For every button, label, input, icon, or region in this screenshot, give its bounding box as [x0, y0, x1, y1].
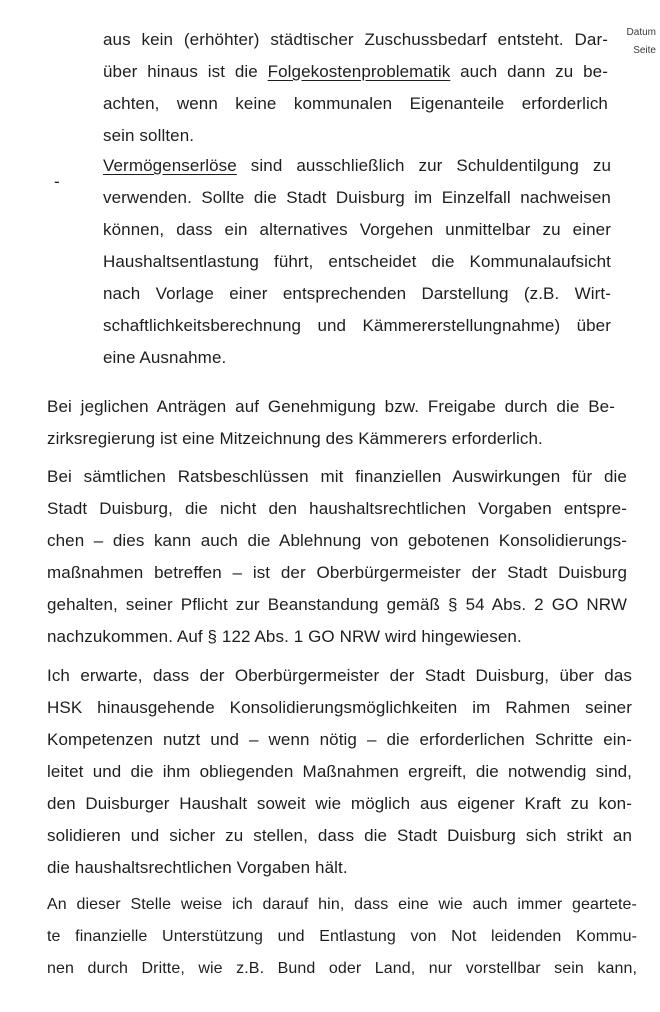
text-line: leitet und die ihm obliegenden Maßnahmen ergreift, die notwendig sind, — [47, 762, 632, 781]
text-line: nachzukommen. Auf § 122 Abs. 1 GO NRW wird hingewiesen. — [47, 627, 522, 646]
text-line — [103, 56, 608, 88]
text-line: te finanzielle Unterstützung und Entlastung von Not leidenden Kommu- — [47, 928, 637, 945]
text-line: Ich erwarte, dass der Oberbürgermeister der Stadt Duisburg, über das — [47, 666, 632, 685]
text-line: chen – dies kann auch die Ablehnung von gebotenen Konsolidierungs- — [47, 531, 627, 550]
text-line: schaftlichkeitsberechnung und Kämmererstellungnahme) über — [103, 316, 611, 335]
text-line — [103, 150, 611, 182]
text-line: nach Vorlage einer entsprechenden Darstellung (z.B. Wirt- — [103, 284, 611, 303]
text-line: eine Ausnahme. — [103, 348, 227, 367]
text-line: zirksregierung ist eine Mitzeichnung des Kämmerers erforderlich. — [47, 429, 543, 448]
text-line: Bei jeglichen Anträgen auf Genehmigung bzw. Freigabe durch die Be- — [47, 397, 615, 416]
paragraph-erwartung — [47, 660, 632, 884]
text-line: aus kein (erhöhter) städtischer Zuschussbedarf entsteht. Dar- — [103, 30, 608, 49]
text-segment: auch dann zu be- — [450, 62, 608, 81]
paragraph-folgekosten — [103, 24, 608, 152]
text-line: Stadt Duisburg, die nicht den haushaltsrechtlichen Vorgaben entspre- — [47, 499, 627, 518]
text-line: Haushaltsentlastung führt, entscheidet die Kommunalaufsicht — [103, 252, 611, 271]
underlined-term: Vermögenserlöse — [103, 156, 237, 175]
text-segment: sind ausschließlich zur Schuldentilgung zu — [236, 156, 611, 175]
text-line: maßnahmen betreffen – ist der Oberbürgermeister der Stadt Duisburg — [47, 563, 627, 582]
text-line: HSK hinausgehende Konsolidierungsmöglichkeiten im Rahmen seiner — [47, 698, 632, 717]
paragraph-unterstuetzung — [47, 889, 637, 985]
text-line: können, dass ein alternatives Vorgehen unmittelbar zu einer — [103, 220, 611, 239]
text-line: solidieren und sicher zu stellen, dass die Stadt Duisburg sich strikt an — [47, 826, 632, 845]
text-line: Bei sämtlichen Ratsbeschlüssen mit finanziellen Auswirkungen für die — [47, 467, 627, 486]
margin-date-label: Datum — [626, 27, 656, 38]
paragraph-mitzeichnung — [47, 391, 615, 455]
text-line: nen durch Dritte, wie z.B. Bund oder Land, nur vorstellbar sein kann, — [47, 960, 637, 977]
margin-page-label: Seite — [633, 45, 656, 56]
underlined-term: Folgekostenproblematik — [267, 62, 451, 81]
paragraph-vermoegenserloese — [103, 150, 611, 374]
text-line: achten, wenn keine kommunalen Eigenanteile erforderlich — [103, 94, 608, 113]
text-line: An dieser Stelle weise ich darauf hin, dass eine wie auch immer geartete- — [47, 896, 637, 913]
text-line: die haushaltsrechtlichen Vorgaben hält. — [47, 858, 348, 877]
text-segment: über hinaus ist die — [103, 62, 268, 81]
text-line: gehalten, seiner Pflicht zur Beanstandung gemäß § 54 Abs. 2 GO NRW — [47, 595, 627, 614]
text-line: sein sollten. — [103, 126, 195, 145]
text-line: den Duisburger Haushalt soweit wie möglich aus eigener Kraft zu kon- — [47, 794, 632, 813]
bullet-dash: - — [54, 172, 60, 191]
text-line: verwenden. Sollte die Stadt Duisburg im Einzelfall nachweisen — [103, 188, 611, 207]
paragraph-ratsbeschluesse — [47, 461, 627, 653]
text-line: Kompetenzen nutzt und – wenn nötig – die erforderlichen Schritte ein- — [47, 730, 632, 749]
